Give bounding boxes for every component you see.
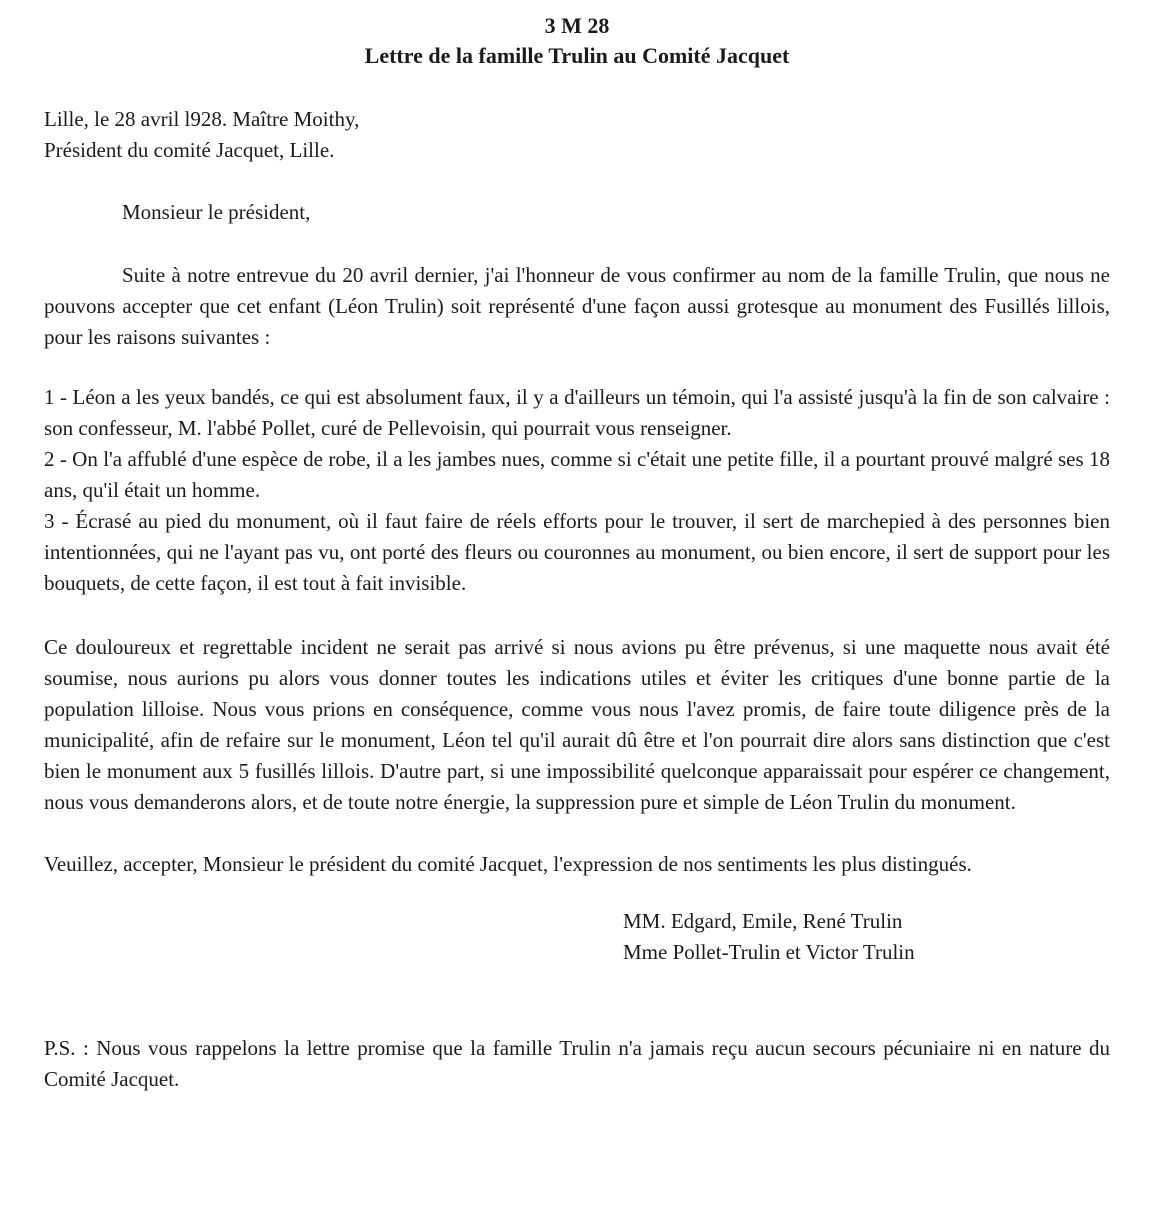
reasons-list <box>44 382 1110 599</box>
reason-item-2: 2 - On l'a affublé d'une espèce de robe, il a les jambes nues, comme si c'était une petite fille, il a pourtant prouvé malgré ses 18 ans, qu'il était un homme. <box>44 447 1110 502</box>
date-line: Lille, le 28 avril l928. Maître Moithy, <box>44 107 360 131</box>
signature-block <box>623 906 1110 968</box>
document-title: Lettre de la famille Trulin au Comité Jacquet <box>364 43 790 68</box>
signature-line-1: MM. Edgard, Emile, René Trulin <box>623 909 903 933</box>
address-block <box>44 104 1110 166</box>
paragraph-request: Ce douloureux et regrettable incident ne serait pas arrivé si nous avions pu être prévenus, si une maquette nous avait été soumise, nous aurions pu alors vous donner toutes les indications utiles et éviter les critiques d'une bonne partie de la population lilloise. Nous vous prions en conséquence, comme vous nous l'avez promis, de faire toute diligence près de la municipalité, afin de refaire sur le monument, Léon tel qu'il aurait dû être et l'on pourrait dire alors sans distinction que c'est bien le monument aux 5 fusillés lillois. D'autre part, si une impossibilité quelconque apparaissait pour espérer ce changement, nous vous demanderons alors, et de toute notre énergie, la suppression pure et simple de Léon Trulin du monument. <box>44 635 1110 814</box>
signature-line-2: Mme Pollet-Trulin et Victor Trulin <box>623 940 915 964</box>
postscript: P.S. : Nous vous rappelons la lettre promise que la famille Trulin n'a jamais reçu aucun secours pécuniaire ni en nature du Comité Jacquet. <box>44 1036 1110 1091</box>
paragraph-intro: Suite à notre entrevue du 20 avril dernier, j'ai l'honneur de vous confirmer au nom de la famille Trulin, que nous ne pouvons accepter que cet enfant (Léon Trulin) soit représenté d'une façon aussi grotesque au monument des Fusillés lillois, pour les raisons suivantes : <box>44 263 1110 349</box>
recipient-line: Président du comité Jacquet, Lille. <box>44 138 335 162</box>
reason-item-1: 1 - Léon a les yeux bandés, ce qui est absolument faux, il y a d'ailleurs un témoin, qui l'a assisté jusqu'à la fin de son calvaire : son confesseur, M. l'abbé Pollet, curé de Pellevoisin, qui pourrait vous renseigner. <box>44 385 1110 440</box>
paragraph-closing: Veuillez, accepter, Monsieur le président du comité Jacquet, l'expression de nos sentiments les plus distingués. <box>44 852 972 876</box>
salutation: Monsieur le président, <box>122 200 311 224</box>
reason-item-3: 3 - Écrasé au pied du monument, où il faut faire de réels efforts pour le trouver, il sert de marchepied à des personnes bien intentionnées, qui ne l'ayant pas vu, ont porté des fleurs ou couronnes au monument, ou bien encore, il sert de support pour les bouquets, de cette façon, il est tout à fait invisible. <box>44 509 1110 595</box>
document-reference: 3 M 28 <box>544 13 610 38</box>
